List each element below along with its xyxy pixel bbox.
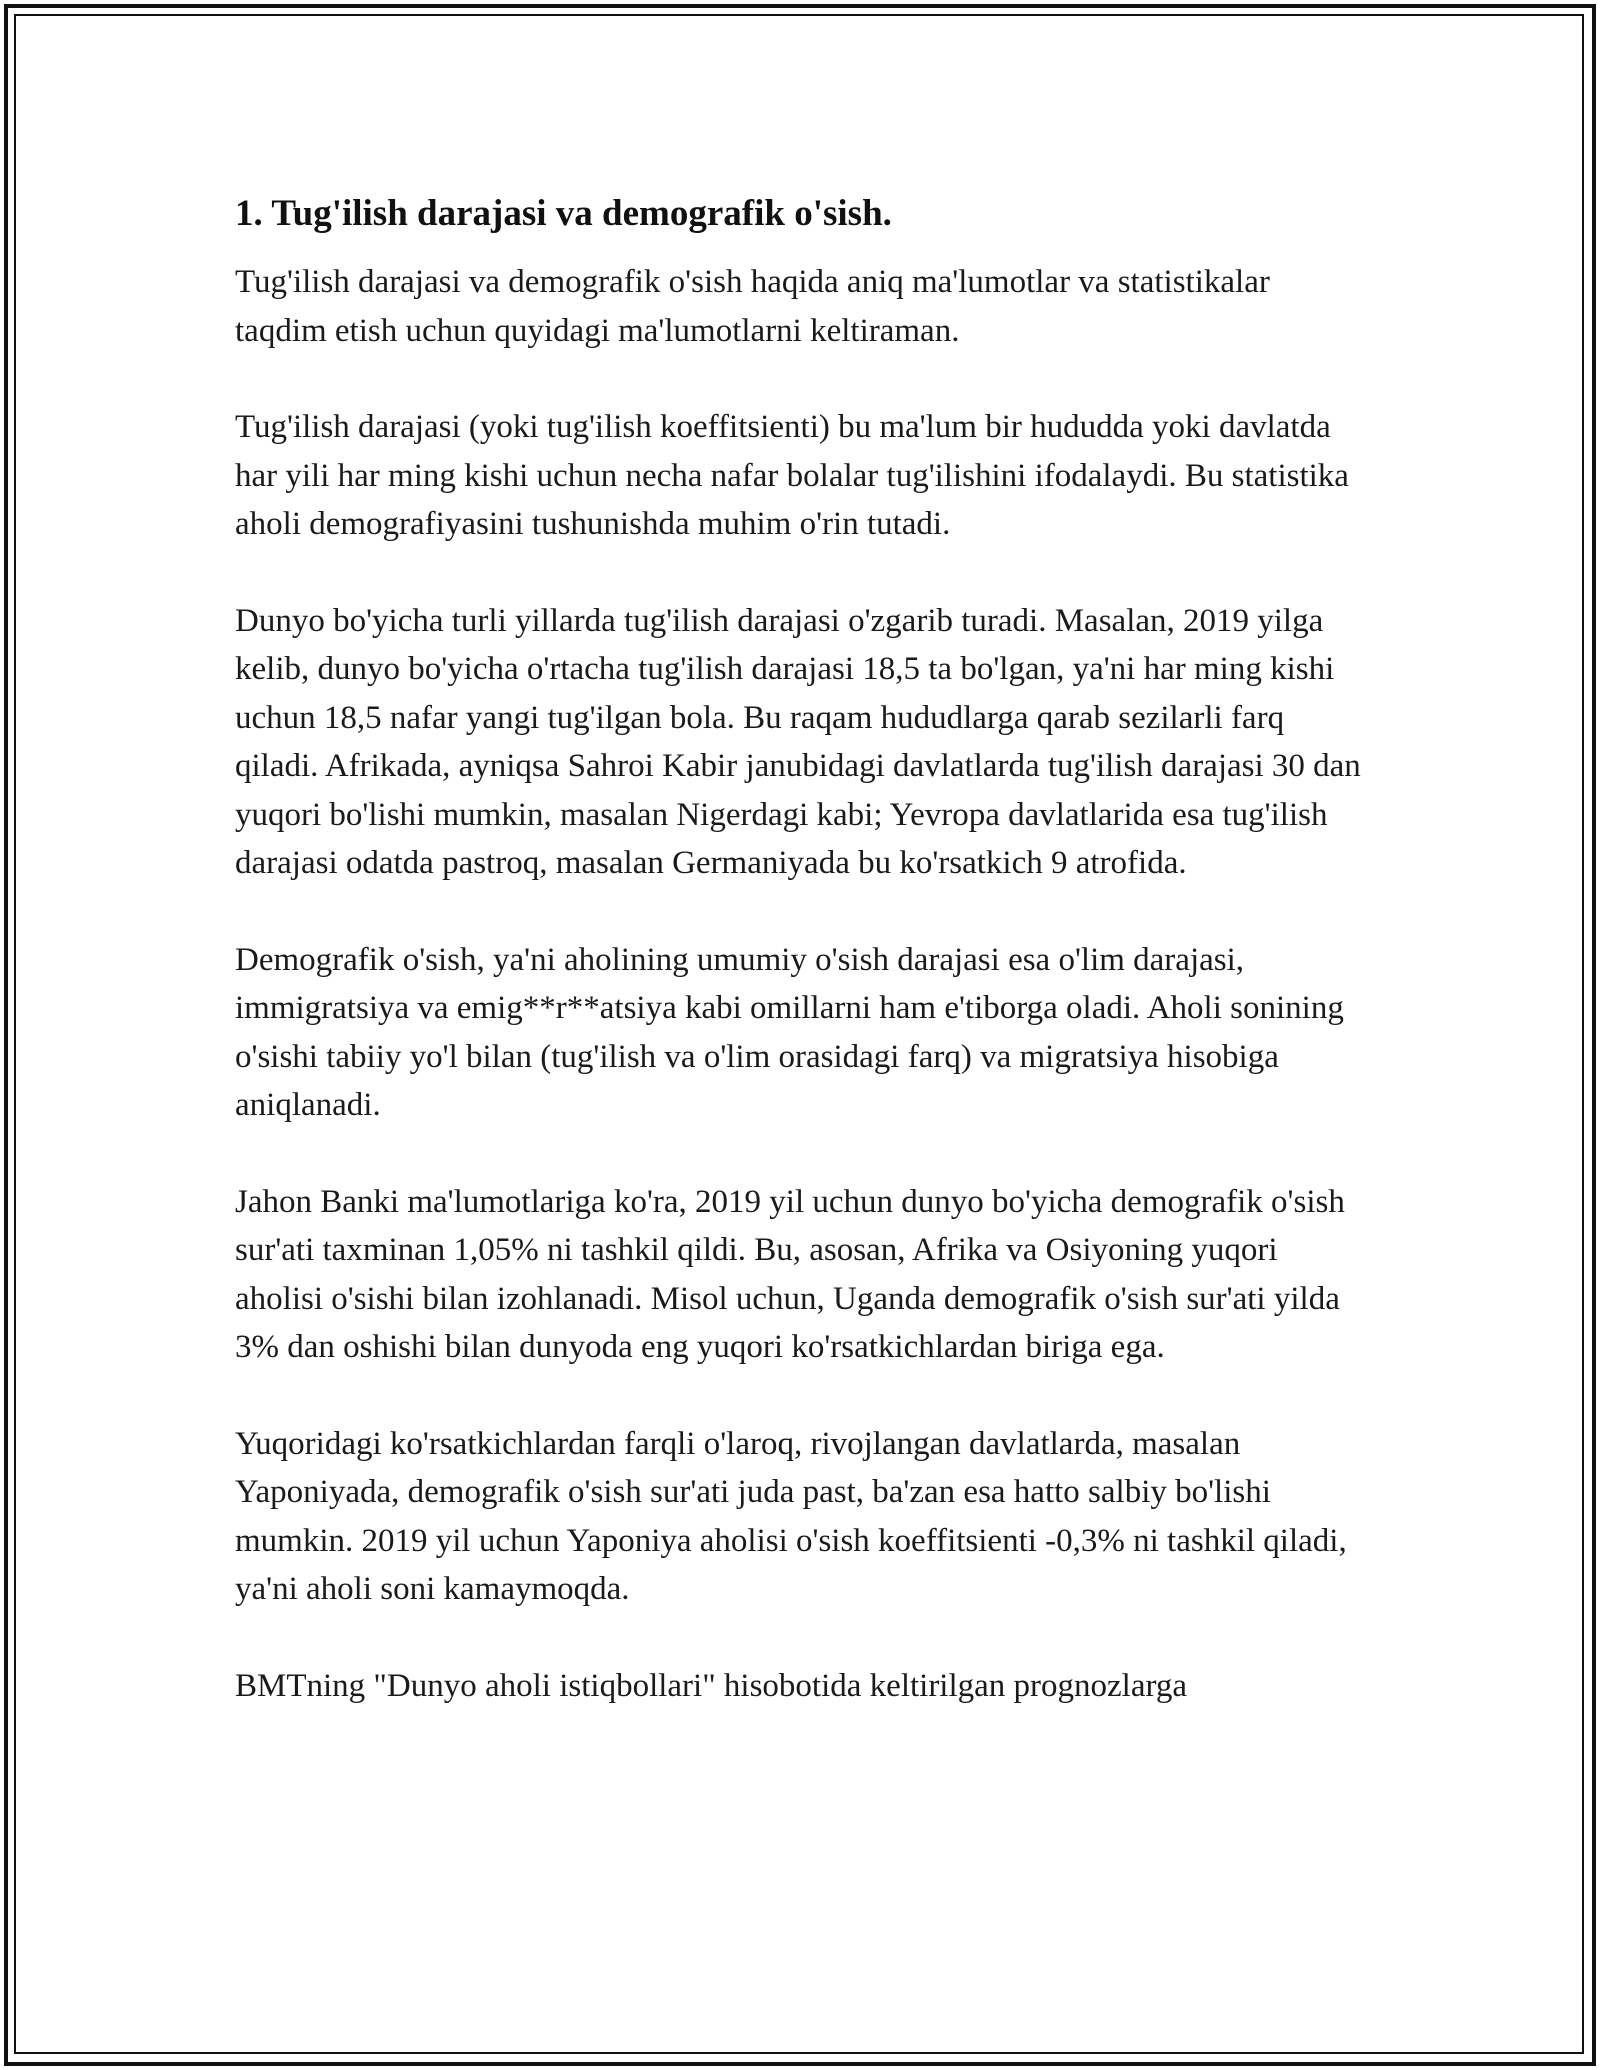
paragraph-developed-countries: Yuqoridagi ko'rsatkichlardan farqli o'laroq, rivojlangan davlatlarda, masalan Yaponiyada, demografik o'sish sur'ati juda past, ba'zan esa hatto salbiy bo'lishi mumkin. 2019 yil uchun Yaponiya aholisi o'sish koeffitsienti -0,3% ni tashkil qiladi, ya'ni aholi soni kamaymoqda. — [235, 1425, 1347, 1607]
paragraph-un-prospects: BMTning "Dunyo aholi istiqbollari" hisobotida keltirilgan prognozlarga — [235, 1667, 1188, 1704]
section-heading: 1. Tug'ilish darajasi va demografik o'sish. — [235, 193, 892, 234]
paragraph-world-birth-rates: Dunyo bo'yicha turli yillarda tug'ilish darajasi o'zgarib turadi. Masalan, 2019 yilga kelib, dunyo bo'yicha o'rtacha tug'ilish darajasi 18,5 ta bo'lgan, ya'ni har ming kishi uchun 18,5 nafar yangi tug'ilgan bola. Bu raqam hududlarga qarab sezilarli farq qiladi. Afrikada, ayniqsa Sahroi Kabir janubidagi davlatlarda tug'ilish darajasi 30 dan yuqori bo'lishi mumkin, masalan Nigerdagi kabi; Yevropa davlatlarida esa tug'ilish darajasi odatda pastroq, masalan Germaniyada bu ko'rsatkich 9 atrofida. — [235, 602, 1361, 881]
paragraph-world-bank-data: Jahon Banki ma'lumotlariga ko'ra, 2019 yil uchun dunyo bo'yicha demografik o'sish sur'ati taxminan 1,05% ni tashkil qildi. Bu, asosan, Afrika va Osiyoning yuqori aholisi o'sishi bilan izohlanadi. Misol uchun, Uganda demografik o'sish sur'ati yilda 3% dan oshishi bilan dunyoda eng yuqori ko'rsatkichlardan biriga ega. — [235, 1183, 1345, 1365]
paragraph-demographic-growth: Demografik o'sish, ya'ni aholining umumiy o'sish darajasi esa o'lim darajasi, immigratsiya va emig**r**atsiya kabi omillarni ham e'tiborga oladi. Aholi sonining o'sishi tabiiy yo'l bilan (tug'ilish va o'lim orasidagi farq) va migratsiya hisobiga aniqlanadi. — [235, 941, 1344, 1123]
paragraph-intro: Tug'ilish darajasi va demografik o'sish haqida aniq ma'lumotlar va statistikalar taqdim etish uchun quyidagi ma'lumotlarni keltiraman. — [235, 264, 1270, 349]
paragraph-birth-rate-definition: Tug'ilish darajasi (yoki tug'ilish koeffitsienti) bu ma'lum bir hududda yoki davlatda har yili har ming kishi uchun necha nafar bolalar tug'ilishini ifodalaydi. Bu statistika aholi demografiyasini tushunishda muhim o'rin tutadi. — [235, 409, 1349, 542]
document-body — [235, 190, 1365, 1758]
